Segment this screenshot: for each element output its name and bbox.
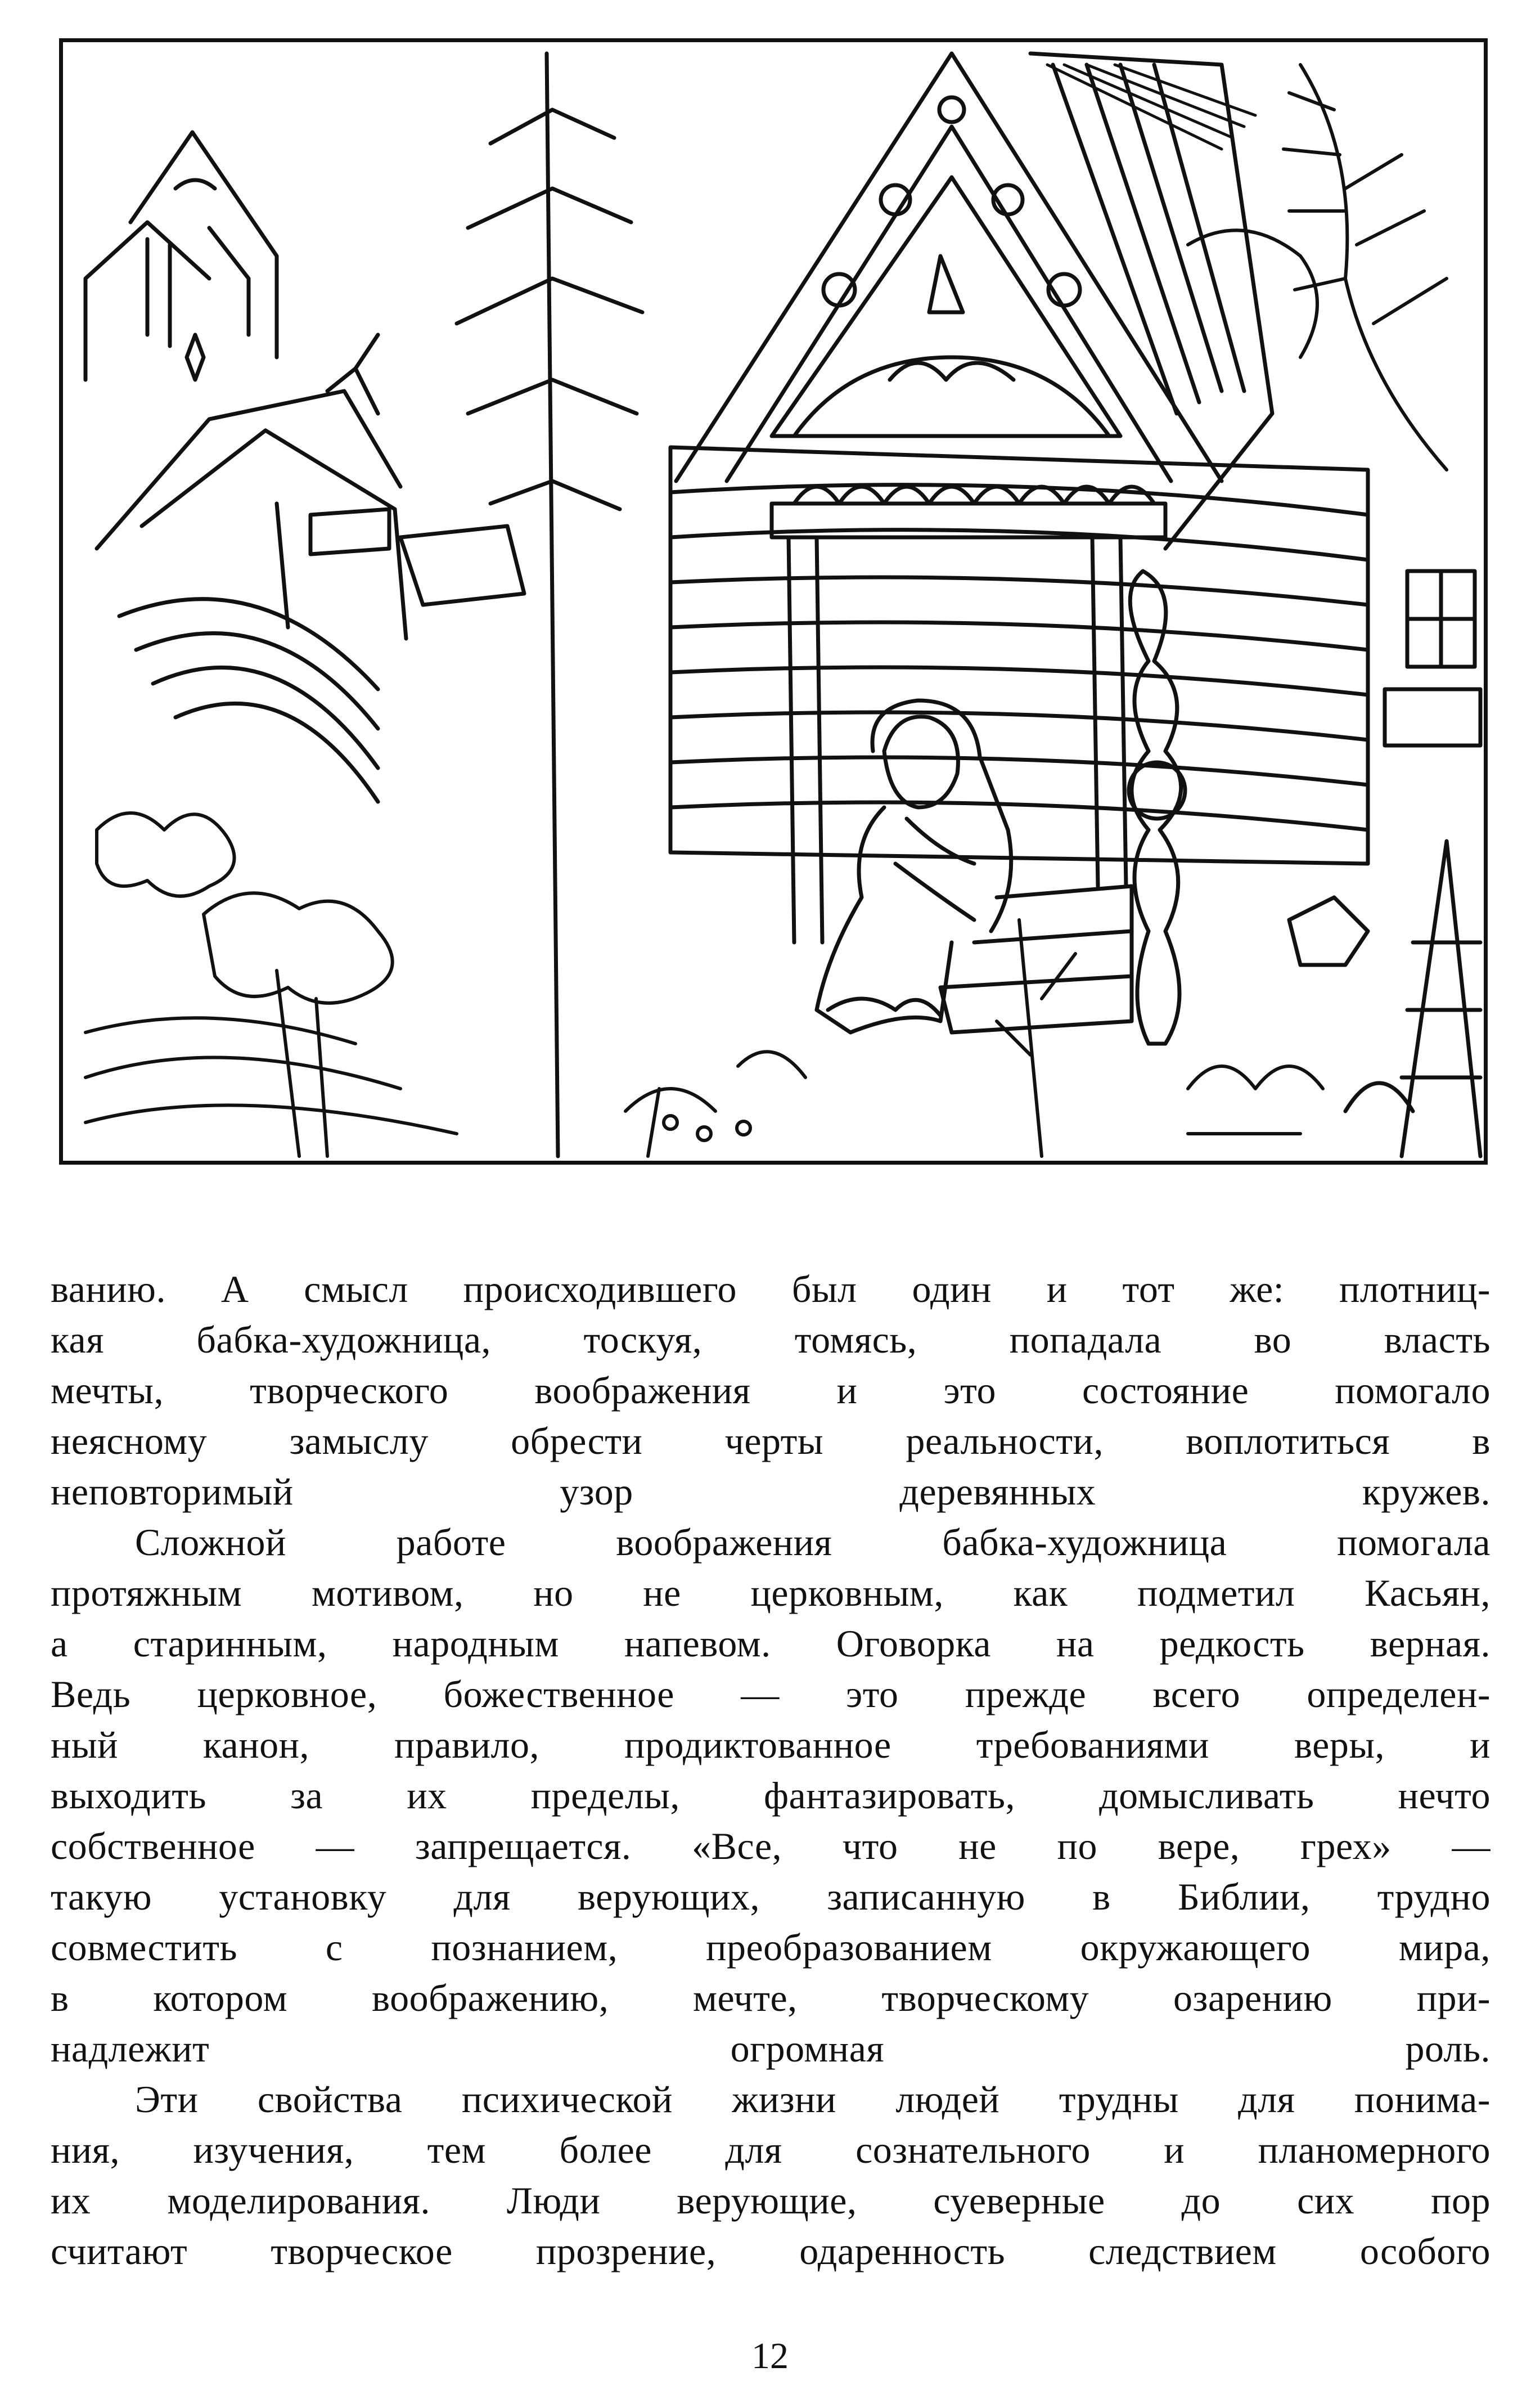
text-line: надлежит огромная роль. xyxy=(51,2027,1491,2070)
church-icon xyxy=(85,132,277,380)
text-line: а старинным, народным напевом. Оговорка на редкость верная. xyxy=(51,1622,1491,1665)
text-line: кая бабка-художница, тоскуя, томясь, попадала во власть xyxy=(51,1318,1491,1361)
text-line: ный канон, правило, продиктованное требованиями веры, и xyxy=(51,1723,1491,1766)
text-line: в котором воображению, мечте, творческому озарению при- xyxy=(51,1977,1491,2019)
text-line: считают творческое прозрение, одаренность следствием особого xyxy=(51,2230,1491,2272)
pine-tree-icon xyxy=(1345,841,1480,1156)
page-number: 12 xyxy=(751,2335,789,2377)
text-line: Эти свойства психической жизни людей трудны для понима- xyxy=(135,2078,1491,2121)
text-line: Сложной работе воображения бабка-художница помогала xyxy=(135,1521,1491,1564)
text-line: мечты, творческого воображения и это состояние помогало xyxy=(51,1369,1491,1412)
text-line: собственное — запрещается. «Все, что не по вере, грех» — xyxy=(51,1825,1491,1867)
spruce-tree-icon xyxy=(457,53,642,1156)
text-line: протяжным мотивом, но не церковным, как подметил Касьян, xyxy=(51,1571,1491,1614)
foreground-plants-icon xyxy=(625,920,1323,1156)
bushes-icon xyxy=(85,813,457,1156)
text-line: ния, изучения, тем более для сознательного и планомерного xyxy=(51,2128,1491,2171)
text-line: ванию. А смысл происходившего был один и тот же: плотниц- xyxy=(51,1268,1491,1310)
text-line: совместить с познанием, преобразованием окружающего мира, xyxy=(51,1926,1491,1969)
text-line: выходить за их пределы, фантазировать, домысливать нечто xyxy=(51,1774,1491,1817)
text-line: неясному замыслу обрести черты реальности, воплотиться в xyxy=(51,1420,1491,1462)
seated-woman-icon xyxy=(817,700,1011,1032)
paragraph-2 xyxy=(51,1517,1491,2074)
text-line: Ведь церковное, божественное — это прежде всего определен- xyxy=(51,1673,1491,1715)
porch-posts-icon xyxy=(789,537,1185,1044)
ink-drawing-village-porch-icon xyxy=(63,42,1484,1161)
text-line: их моделирования. Люди верующие, суеверные до сих пор xyxy=(51,2179,1491,2222)
text-line: такую установку для верующих, записанную в Библии, трудно xyxy=(51,1875,1491,1918)
illustration xyxy=(59,38,1488,1165)
body-text xyxy=(51,1264,1491,2276)
branches-icon xyxy=(1188,65,1447,470)
text-line: неповторимый узор деревянных кружев. xyxy=(51,1470,1491,1513)
left-hut-icon xyxy=(97,335,524,802)
paragraph-3 xyxy=(51,2074,1491,2276)
paragraph-1 xyxy=(51,1264,1491,1517)
